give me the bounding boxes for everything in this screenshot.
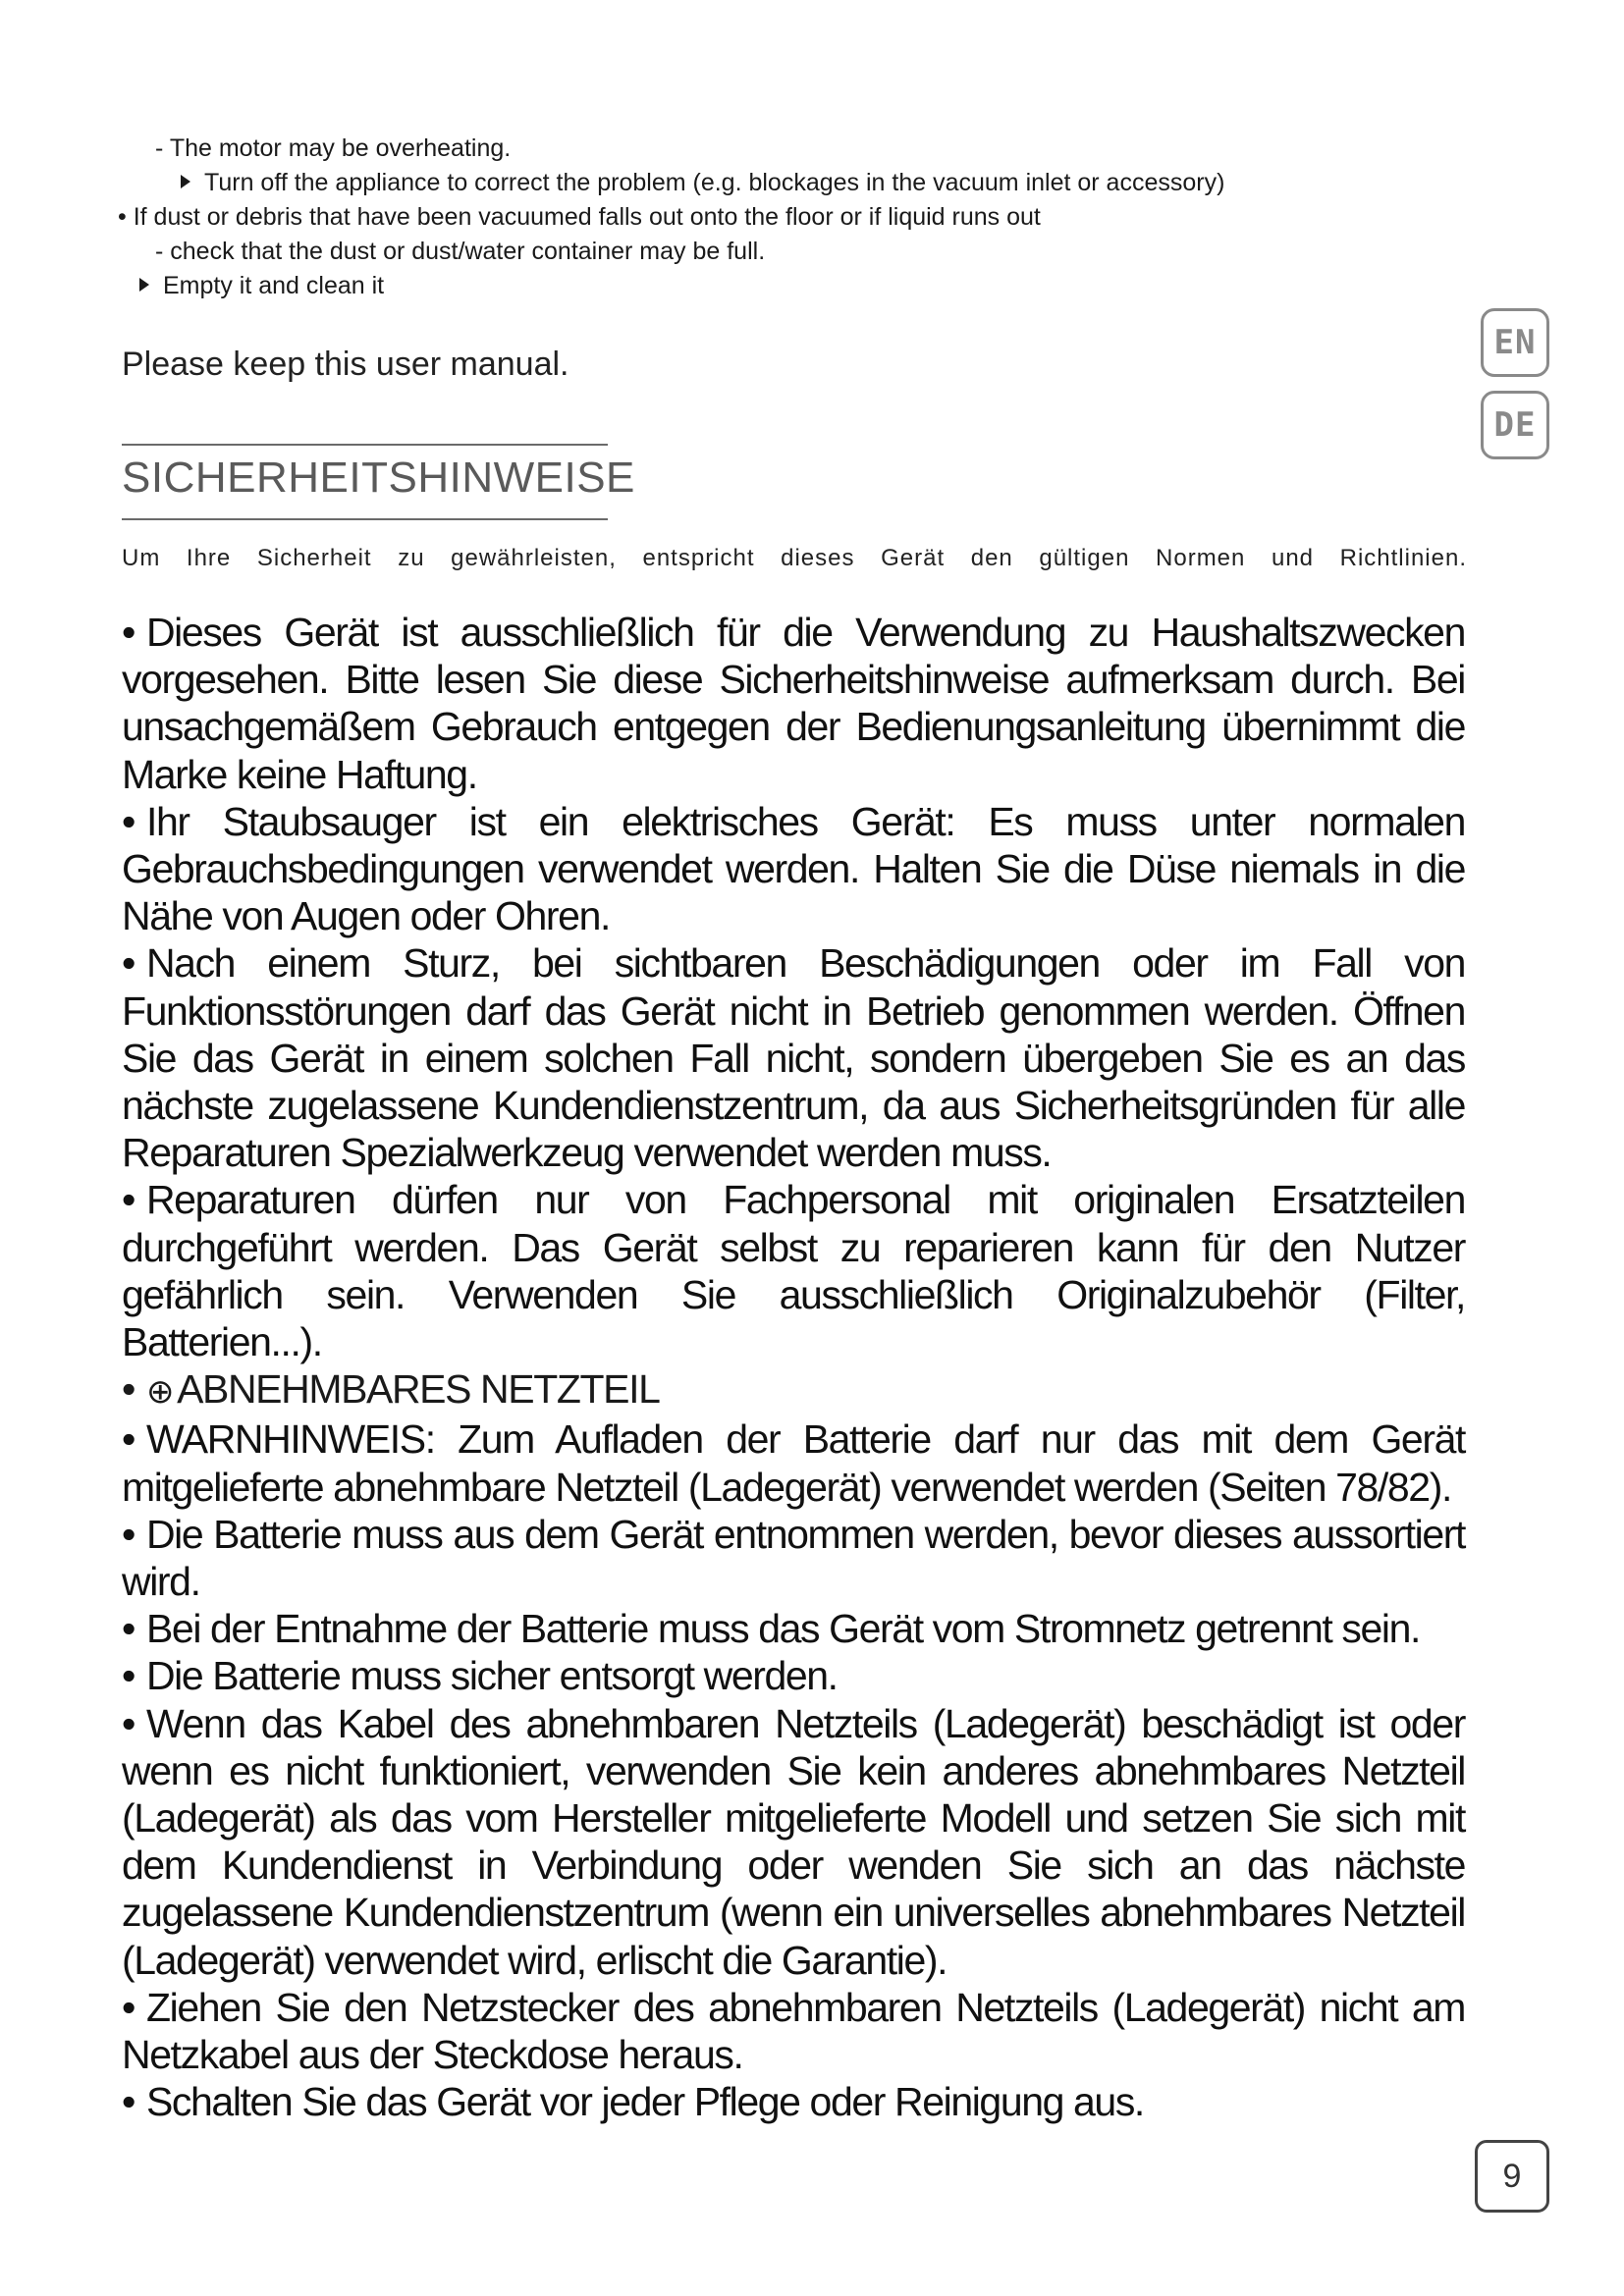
triangle-bullet-icon: [139, 278, 149, 292]
troubleshooting-item-container: - check that the dust or dust/water container may be full.: [155, 238, 766, 265]
troubleshooting-action-text: Turn off the appliance to correct the problem (e.g. blockages in the vacuum inlet or accessory): [204, 169, 1225, 196]
paragraph-text: Schalten Sie das Gerät vor jeder Pflege oder Reinigung aus.: [145, 2079, 1144, 2125]
bullet: •: [122, 610, 135, 655]
safety-paragraph: [122, 2078, 1465, 2125]
troubleshooting-item-dust: • If dust or debris that have been vacuumed falls out onto the floor or if liquid runs out: [118, 203, 1041, 231]
bullet: •: [122, 1511, 135, 1557]
language-tab-en[interactable]: EN: [1481, 308, 1549, 377]
safety-paragraph: [122, 1984, 1465, 2078]
safety-paragraph: [122, 1511, 1465, 1605]
keep-manual-note: Please keep this user manual.: [122, 346, 569, 383]
safety-paragraph: [122, 1176, 1465, 1365]
paragraph-text: Die Batterie muss sicher entsorgt werden.: [145, 1653, 838, 1699]
paragraph-text: Ihr Staubsauger ist ein elektrisches Gerät: Es muss unter normalen Gebrauchsbedingungen verwendet werden. Halten Sie die Düse niemals in die Nähe von Augen oder Ohren.: [122, 798, 1465, 939]
bullet: •: [122, 1984, 135, 2030]
paragraph-text: Dieses Gerät ist ausschließlich für die Verwendung zu Haushaltszwecken vorgesehen. Bitte lesen Sie diese Sicherheitshinweise aufmerksam durch. Bei unsachgemäßem Gebrauch entgegen der Bedienungsanleitung übernimmt die Marke keine Haftung.: [122, 610, 1465, 797]
heading-text: ABNEHMBARES NETZTEIL: [177, 1366, 660, 1413]
power-supply-heading: [122, 1365, 1465, 1415]
troubleshooting-list: [118, 132, 1394, 303]
safety-paragraph: [122, 798, 1465, 940]
troubleshooting-action-turn-off: [118, 166, 1394, 200]
safety-instructions: [122, 609, 1465, 2126]
safety-paragraph: [122, 1415, 1465, 1510]
bullet: •: [122, 798, 135, 844]
bullet: •: [122, 940, 135, 987]
bullet: •: [122, 1416, 135, 1463]
page-number: 9: [1475, 2140, 1549, 2213]
bullet: •: [122, 1177, 135, 1223]
power-adapter-icon: ⊕: [145, 1373, 174, 1412]
section-intro: Um Ihre Sicherheit zu gewährleisten, entspricht dieses Gerät den gültigen Normen und Richtlinien.: [122, 545, 1467, 571]
section-divider-top: [122, 444, 608, 446]
paragraph-text: Wenn das Kabel des abnehmbaren Netzteils (Ladegerät) beschädigt ist oder wenn es nicht funktioniert, verwenden Sie kein anderes abnehmbares Netzteil (Ladegerät) als das vom Hersteller mitgelieferte Modell und setzen Sie sich mit dem Kundendienst in Verbindung oder wenden Sie sich an das nächste zugelassene Kundendienstzentrum (wenn ein universelles abnehmbares Netzteil (Ladegerät) verwendet wird, erlischt die Garantie).: [122, 1700, 1465, 1983]
safety-paragraph: [122, 1605, 1465, 1652]
paragraph-text: Reparaturen dürfen nur von Fachpersonal mit originalen Ersatzteilen durchgeführt werden. Das Gerät selbst zu reparieren kann für den Nutzer gefährlich sein. Verwenden Sie ausschließlich Originalzubehör (Filter, Batterien...).: [122, 1177, 1465, 1365]
safety-paragraph: [122, 1652, 1465, 1699]
bullet: •: [122, 1653, 135, 1699]
triangle-bullet-icon: [181, 175, 190, 188]
troubleshooting-item-overheating: - The motor may be overheating.: [155, 134, 512, 162]
troubleshooting-action-text: Empty it and clean it: [163, 272, 385, 299]
safety-paragraph: [122, 1700, 1465, 1984]
bullet: •: [122, 1366, 135, 1413]
safety-paragraph: [122, 939, 1465, 1176]
paragraph-text: Ziehen Sie den Netzstecker des abnehmbaren Netzteils (Ladegerät) nicht am Netzkabel aus der Steckdose heraus.: [122, 1984, 1465, 2078]
paragraph-text: Die Batterie muss aus dem Gerät entnommen werden, bevor dieses aussortiert wird.: [122, 1511, 1465, 1605]
paragraph-text: Bei der Entnahme der Batterie muss das Gerät vom Stromnetz getrennt sein.: [145, 1606, 1420, 1652]
bullet: •: [122, 2079, 135, 2125]
language-tab-de[interactable]: DE: [1481, 391, 1549, 459]
bullet: •: [122, 1700, 135, 1746]
troubleshooting-action-empty: [118, 269, 1394, 303]
paragraph-text: Nach einem Sturz, bei sichtbaren Beschädigungen oder im Fall von Funktionsstörungen darf das Gerät nicht in Betrieb genommen werden. Öffnen Sie das Gerät in einem solchen Fall nicht, sondern übergeben Sie es an das nächste zugelassene Kundendienstzentrum, da aus Sicherheitsgründen für alle Reparaturen Spezialwerkzeug verwendet werden muss.: [122, 940, 1465, 1176]
section-title: SICHERHEITSHINWEISE: [122, 454, 635, 502]
paragraph-text: WARNHINWEIS: Zum Aufladen der Batterie darf nur das mit dem Gerät mitgelieferte abnehmbare Netzteil (Ladegerät) verwendet werden (Seiten 78/82).: [122, 1416, 1465, 1510]
safety-paragraph: [122, 609, 1465, 798]
bullet: •: [122, 1606, 135, 1652]
section-divider-bottom: [122, 518, 608, 520]
